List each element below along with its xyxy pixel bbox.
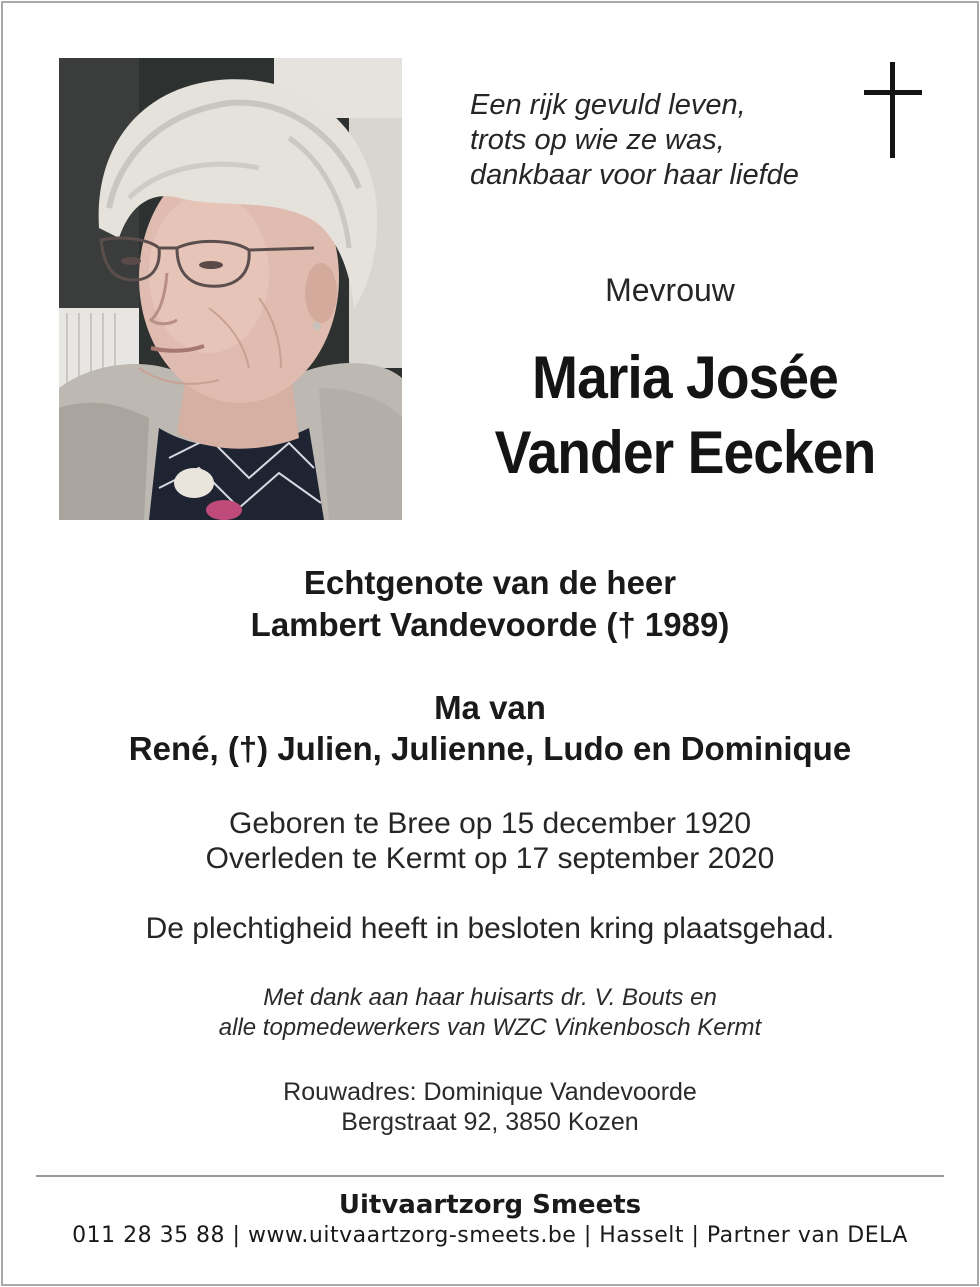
address-line: Bergstraat 92, 3850 Kozen [341,1108,639,1136]
deceased-name [441,340,929,490]
birth-line: Geboren te Bree op 15 december 1920 [228,807,752,840]
footer-divider [36,1175,944,1177]
children-line: Ma van [434,689,546,726]
honorific-title: Mevrouw [605,272,735,308]
funeral-company-contact: 011 28 35 88 | www.uitvaartzorg-smeets.be | Hasselt | Partner van DELA [72,1223,908,1248]
thanks-line: Met dank aan haar huisarts dr. V. Bouts en [263,984,717,1011]
spouse-line: Echtgenote van de heer [303,564,677,601]
motto-line: trots op wie ze was, [470,124,725,156]
name-line-last: Vander Eecken [494,419,876,486]
spouse-info [0,562,980,646]
spouse-line: Lambert Vandevoorde († 1989) [250,606,730,643]
mourning-address [0,1077,980,1137]
name-line-first: Maria Josée [532,344,838,411]
motto-line: dankbaar voor haar liefde [470,159,799,191]
ceremony-note: De plechtigheid heeft in besloten kring plaatsgehad. [145,912,835,945]
motto-quote [470,88,860,193]
cross-icon [864,62,922,158]
death-line: Overleden te Kermt op 17 september 2020 [205,842,775,875]
thanks-line: alle topmedewerkers van WZC Vinkenbosch Kermt [218,1014,762,1041]
children-info [0,687,980,769]
thanks-note [0,983,980,1043]
address-line: Rouwadres: Dominique Vandevoorde [283,1078,697,1106]
motto-line: Een rijk gevuld leven, [470,89,746,121]
life-dates [0,806,980,876]
funeral-company-name: Uitvaartzorg Smeets [338,1190,642,1220]
children-line: René, (†) Julien, Julienne, Ludo en Dominique [128,730,852,767]
portrait-photo [59,58,402,520]
